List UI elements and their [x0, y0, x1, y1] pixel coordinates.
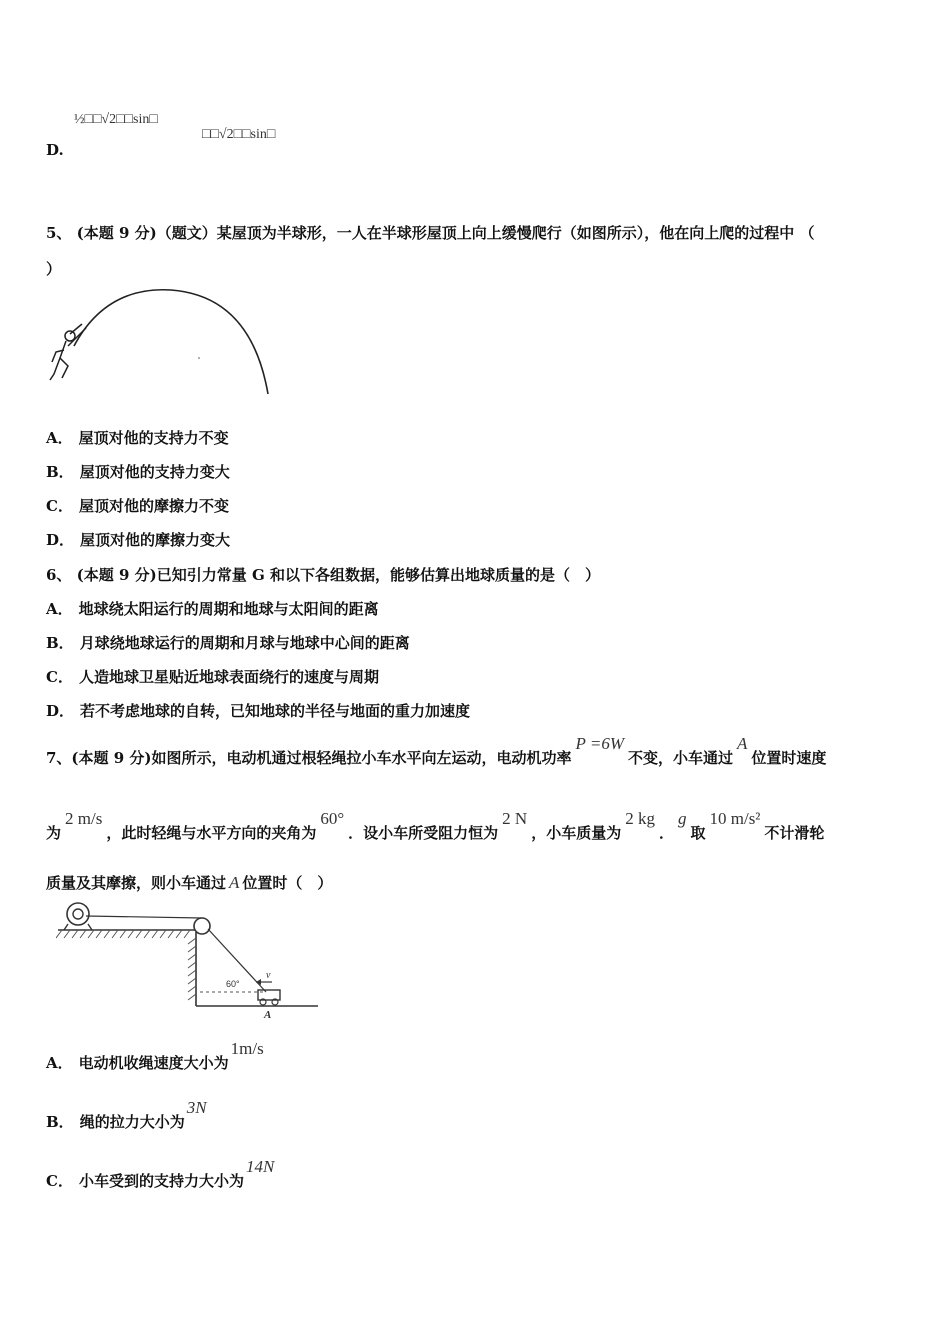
math-g-value: 10 m/s²: [709, 809, 761, 828]
math-speed: 2 m/s: [65, 809, 103, 828]
q7-stem-line1: 7、(本题 9 分)如图所示，电动机通过根轻绳拉小车水平向左运动，电动机功率P =6W不变，小车通过A位置时速度: [46, 734, 827, 767]
cart-position-label: A: [264, 1009, 272, 1021]
math-mass: 2 kg: [625, 809, 655, 828]
q6-option-b: B． 月球绕地球运行的周期和月球与地球中心间的距离: [46, 634, 410, 652]
wall-hatching: [188, 938, 196, 1000]
q7-stem-line3: 质量及其摩擦，则小车通过 A 位置时（ ）: [46, 873, 333, 892]
q6-stem: 6、 (本题 9 分)已知引力常量 G 和以下各组数据，能够估算出地球质量的是（ ）: [46, 566, 600, 584]
math-resistance: 2 N: [502, 809, 528, 828]
math-position-a2: A: [229, 873, 240, 892]
math-position-a: A: [737, 734, 748, 753]
math-g: g: [677, 809, 687, 828]
q6-option-a: A． 地球绕太阳运行的周期和地球与太阳间的距离: [46, 600, 379, 618]
center-dot: [198, 357, 200, 359]
q7-option-a: A． 电动机收绳速度大小为1m/s: [46, 1039, 264, 1072]
math-option-a: 1m/s: [230, 1039, 264, 1058]
q5-stem: 5、 (本题 9 分)（题文）某屋顶为半球形，一人在半球形屋顶上向上缓慢爬行（如图所示），他在向上爬的过程中 （: [46, 224, 815, 242]
math-option-b: 3N: [186, 1098, 207, 1117]
motor-pulley-figure: [56, 898, 326, 1022]
climbing-person-icon: [50, 324, 86, 380]
q5-stem-cont: ）: [46, 260, 62, 278]
q4-option-d: [46, 141, 70, 159]
q5-option-b: B． 屋顶对他的支持力变大: [46, 463, 230, 481]
math-power: P =6W: [575, 734, 624, 753]
q5-option-d: D． 屋顶对他的摩擦力变大: [46, 531, 231, 549]
q7-option-b: B． 绳的拉力大小为3N: [46, 1098, 207, 1131]
angle-label: 60°: [226, 979, 240, 989]
q6-option-c: C． 人造地球卫星贴近地球表面绕行的速度与周期: [46, 668, 379, 686]
q4-formula-1: ½□□√2□□sin□: [74, 112, 158, 127]
roof-arc: [74, 290, 268, 394]
q6-option-d: D． 若不考虑地球的自转，已知地球的半径与地面的重力加速度: [46, 702, 471, 720]
math-angle: 60°: [320, 809, 345, 828]
upper-ground-hatching: [56, 930, 190, 938]
math-option-c: 14N: [245, 1157, 275, 1176]
q4-formula-2: □□√2□□sin□: [202, 127, 276, 142]
velocity-label: v: [266, 970, 271, 981]
option-label: D.: [46, 141, 64, 159]
pulley-icon: [194, 918, 210, 934]
q7-stem-line2: 为2 m/s，此时轻绳与水平方向的夹角为60°．设小车所受阻力恒为2 N，小车质量为2 kg．g取10 m/s²不计滑轮: [46, 809, 825, 842]
q5-option-c: C． 屋顶对他的摩擦力不变: [46, 497, 229, 515]
hemisphere-roof-figure: [46, 286, 276, 406]
q7-option-c: C． 小车受到的支持力大小为14N: [46, 1157, 275, 1190]
q5-option-a: A． 屋顶对他的支持力不变: [46, 429, 229, 447]
rope-horizontal: [86, 916, 202, 918]
